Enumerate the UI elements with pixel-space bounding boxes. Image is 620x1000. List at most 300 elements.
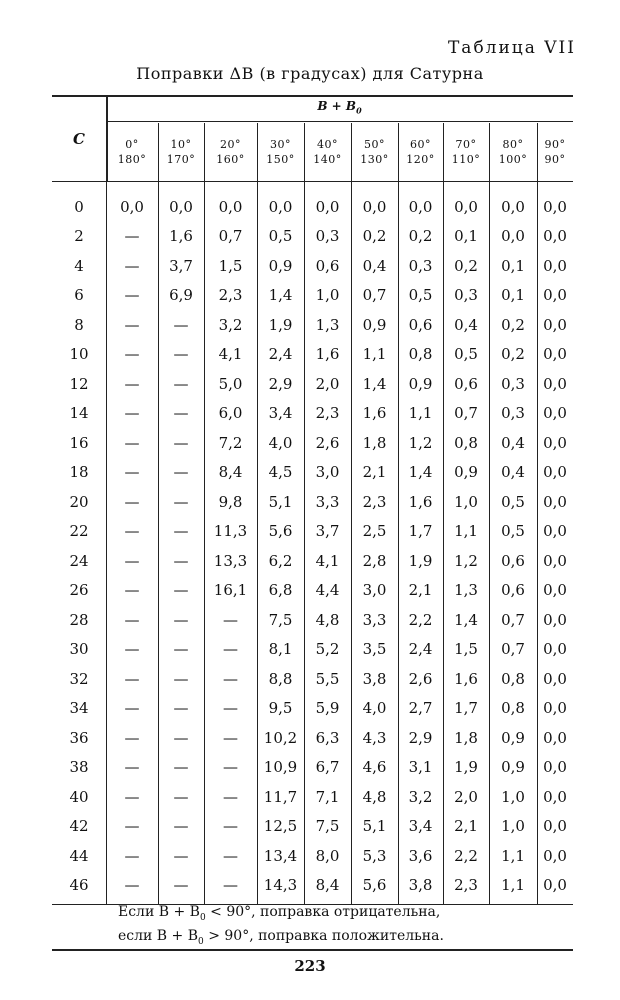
- column-header-top: 20°: [220, 138, 241, 151]
- table-cell: 0,3: [501, 404, 525, 423]
- table-cell: —: [173, 876, 189, 895]
- column-header-top: 90°: [544, 138, 566, 151]
- table-cell: 7,1: [315, 787, 340, 806]
- table-cell: 4,6: [362, 758, 387, 777]
- table-cell: 0,1: [501, 286, 525, 305]
- table-cell: 2,3: [315, 404, 340, 423]
- table-cell: 4,4: [315, 581, 340, 600]
- table-cell: —: [223, 758, 238, 777]
- table-cell: 5,9: [315, 699, 340, 718]
- c-value: 14: [69, 404, 89, 423]
- column-header-bottom: 130°: [360, 153, 389, 166]
- table-cell: —: [223, 787, 238, 806]
- column-header: [257, 123, 304, 181]
- column-header-top: 30°: [270, 138, 291, 151]
- table-cell: 0,0: [543, 699, 567, 718]
- c-value: 22: [69, 522, 89, 541]
- table-cell: 1,1: [501, 846, 525, 865]
- table-cell: —: [124, 227, 140, 246]
- table-cell: 4,5: [268, 463, 293, 482]
- table-cell: 0,9: [408, 374, 433, 393]
- table-cell: —: [173, 463, 189, 482]
- saturn-corrections-table: [52, 95, 573, 951]
- table-cell: 0,2: [501, 315, 525, 334]
- table-cell: 3,8: [362, 669, 387, 688]
- table-cell: 4,3: [362, 728, 387, 747]
- table-cell: 0,3: [315, 227, 340, 246]
- table-cell: 0,1: [454, 227, 478, 246]
- column-header: [351, 123, 398, 181]
- table-cell: —: [223, 817, 238, 836]
- c-value: 44: [69, 846, 89, 865]
- table-cell: 11,7: [263, 787, 298, 806]
- table-cell: 3,0: [315, 463, 340, 482]
- table-cell: 0,0: [543, 404, 567, 423]
- table-cell: —: [173, 787, 189, 806]
- table-cell: 1,3: [315, 315, 340, 334]
- table-cell: 0,9: [501, 728, 525, 747]
- table-cell: 0,0: [543, 728, 567, 747]
- c-value: 26: [69, 581, 89, 600]
- table-cell: 4,1: [315, 551, 340, 570]
- b0-subscript: 0: [356, 105, 362, 116]
- table-cell: 4,1: [218, 345, 243, 364]
- table-cell: 1,6: [362, 404, 387, 423]
- table-cell: —: [223, 728, 238, 747]
- table-cell: 1,9: [408, 551, 433, 570]
- table-cell: —: [124, 758, 140, 777]
- c-value: 18: [69, 463, 89, 482]
- table-cell: 0,7: [218, 227, 243, 246]
- c-value: 40: [69, 787, 89, 806]
- column-header: [158, 123, 204, 181]
- column-header: [489, 123, 537, 181]
- table-cell: 3,4: [408, 817, 433, 836]
- table-cell: 2,2: [408, 610, 433, 629]
- c-value: 6: [74, 286, 84, 305]
- table-cell: 11,3: [213, 522, 248, 541]
- table-cell: —: [173, 669, 189, 688]
- table-cell: —: [124, 286, 140, 305]
- column-header-top: 10°: [170, 138, 192, 151]
- table-cell: —: [173, 315, 189, 334]
- note-line-1-prefix: Если B + B: [118, 904, 200, 920]
- table-cell: 3,1: [408, 758, 433, 777]
- table-cell: 0,0: [454, 197, 478, 216]
- table-cell: 0,9: [268, 256, 293, 275]
- table-cell: —: [223, 699, 238, 718]
- table-cell: 0,1: [501, 256, 525, 275]
- table-cell: 0,0: [268, 197, 293, 216]
- table-cell: 0,3: [408, 256, 433, 275]
- header-bottom-rule: [52, 181, 573, 182]
- table-cell: 3,7: [169, 256, 193, 275]
- table-cell: 1,9: [268, 315, 293, 334]
- table-cell: 5,1: [268, 492, 293, 511]
- table-cell: —: [124, 404, 140, 423]
- column-header-top: 80°: [502, 138, 524, 151]
- table-cell: 0,3: [454, 286, 478, 305]
- table-cell: —: [173, 374, 189, 393]
- table-cell: 0,5: [501, 492, 525, 511]
- table-cell: 0,0: [543, 581, 567, 600]
- column-header-bottom: 100°: [498, 153, 528, 166]
- table-cell: 0,0: [543, 846, 567, 865]
- c-value: 36: [69, 728, 89, 747]
- table-cell: 0,6: [501, 551, 525, 570]
- c-value: 24: [69, 551, 89, 570]
- table-cell: 9,5: [268, 699, 293, 718]
- c-value: 2: [74, 227, 84, 246]
- column-header-bottom: 160°: [216, 153, 245, 166]
- table-cell: 0,9: [501, 758, 525, 777]
- table-cell: 5,0: [218, 374, 243, 393]
- table-cell: —: [124, 817, 140, 836]
- table-cell: 2,1: [408, 581, 433, 600]
- column-header: [443, 123, 489, 181]
- table-cell: —: [223, 669, 238, 688]
- table-cell: —: [223, 846, 238, 865]
- table-cell: 0,0: [543, 315, 567, 334]
- table-cell: 1,7: [408, 522, 433, 541]
- table-cell: 3,5: [362, 640, 387, 659]
- table-cell: 1,5: [454, 640, 478, 659]
- table-cell: 0,7: [501, 640, 525, 659]
- table-cell: —: [124, 374, 140, 393]
- column-header: [304, 123, 351, 181]
- c-value: 16: [69, 433, 89, 452]
- table-caption: Поправки ΔB (в градусах) для Сатурна: [136, 64, 484, 83]
- table-cell: 0,0: [543, 256, 567, 275]
- table-cell: —: [124, 787, 140, 806]
- table-cell: —: [124, 463, 140, 482]
- table-cell: 2,1: [362, 463, 387, 482]
- table-cell: —: [173, 699, 189, 718]
- table-cell: 13,4: [263, 846, 298, 865]
- table-cell: 1,1: [501, 876, 525, 895]
- table-cell: 6,9: [169, 286, 193, 305]
- table-cell: 1,0: [501, 787, 525, 806]
- table-cell: 0,4: [362, 256, 387, 275]
- table-cell: 1,0: [501, 817, 525, 836]
- table-cell: 1,6: [408, 492, 433, 511]
- table-cell: 9,8: [218, 492, 243, 511]
- table-cell: 0,0: [169, 197, 193, 216]
- table-cell: —: [124, 846, 140, 865]
- note-line-2: [118, 927, 444, 951]
- table-cell: 0,4: [501, 463, 525, 482]
- c-value: 20: [69, 492, 89, 511]
- table-cell: —: [124, 345, 140, 364]
- table-cell: 0,0: [543, 197, 567, 216]
- table-cell: 0,2: [362, 227, 387, 246]
- table-cell: 0,0: [543, 227, 567, 246]
- b-plus-b0-header: [106, 99, 573, 122]
- table-cell: 5,1: [362, 817, 387, 836]
- c-value: 8: [74, 315, 84, 334]
- table-cell: 2,6: [408, 669, 433, 688]
- table-cell: 6,7: [315, 758, 340, 777]
- column-header: [398, 123, 443, 181]
- table-cell: 1,7: [454, 699, 478, 718]
- table-cell: 0,5: [501, 522, 525, 541]
- table-cell: 4,0: [268, 433, 293, 452]
- table-cell: 10,2: [263, 728, 298, 747]
- table-cell: 0,6: [454, 374, 478, 393]
- table-cell: 0,7: [454, 404, 478, 423]
- table-cell: 0,9: [362, 315, 387, 334]
- column-header-bottom: 180°: [117, 153, 147, 166]
- table-cell: 1,4: [362, 374, 387, 393]
- table-cell: —: [124, 640, 140, 659]
- table-cell: 1,1: [362, 345, 387, 364]
- table-cell: —: [173, 345, 189, 364]
- table-cell: 6,3: [315, 728, 340, 747]
- table-cell: —: [124, 315, 140, 334]
- table-cell: —: [124, 699, 140, 718]
- table-cell: 1,0: [454, 492, 478, 511]
- table-cell: 2,3: [218, 286, 243, 305]
- table-cell: 0,0: [543, 492, 567, 511]
- table-cell: 3,2: [218, 315, 243, 334]
- table-cell: —: [173, 492, 189, 511]
- table-cell: 2,4: [408, 640, 433, 659]
- table-note: [118, 903, 444, 951]
- table-cell: —: [173, 846, 189, 865]
- table-cell: —: [173, 551, 189, 570]
- table-cell: 14,3: [263, 876, 298, 895]
- table-cell: 1,8: [362, 433, 387, 452]
- table-cell: —: [124, 433, 140, 452]
- c-value: 32: [69, 669, 89, 688]
- table-label: Таблица VII: [447, 38, 576, 58]
- table-cell: 0,0: [543, 551, 567, 570]
- column-header-top: 60°: [410, 138, 431, 151]
- note-line-1-sub: 0: [199, 912, 206, 923]
- table-cell: 3,0: [362, 581, 387, 600]
- table-cell: 0,0: [120, 197, 144, 216]
- note-line-1-suffix: < 90°, поправка отрицательна,: [205, 904, 441, 920]
- table-cell: 2,3: [454, 876, 478, 895]
- table-cell: 1,4: [268, 286, 293, 305]
- table-cell: —: [124, 492, 140, 511]
- table-cell: 0,0: [543, 433, 567, 452]
- table-cell: 0,2: [454, 256, 478, 275]
- table-cell: 5,6: [362, 876, 387, 895]
- table-cell: 0,8: [408, 345, 433, 364]
- table-cell: 1,3: [454, 581, 478, 600]
- table-cell: 13,3: [213, 551, 248, 570]
- table-cell: 0,0: [543, 374, 567, 393]
- table-cell: 7,5: [315, 817, 340, 836]
- column-header-top: 40°: [317, 138, 338, 151]
- table-cell: 0,5: [408, 286, 433, 305]
- table-cell: 0,6: [315, 256, 340, 275]
- table-cell: 2,9: [408, 728, 433, 747]
- table-cell: 0,0: [543, 345, 567, 364]
- table-cell: 2,8: [362, 551, 387, 570]
- table-cell: 0,0: [501, 197, 525, 216]
- table-cell: 0,8: [454, 433, 478, 452]
- table-cell: 0,0: [315, 197, 340, 216]
- table-cell: 2,6: [315, 433, 340, 452]
- table-cell: 16,1: [213, 581, 248, 600]
- column-header-bottom: 150°: [266, 153, 295, 166]
- column-header-top: 0°: [125, 138, 139, 151]
- table-cell: 4,8: [315, 610, 340, 629]
- column-header-bottom: 110°: [451, 153, 481, 166]
- table-cell: 3,6: [408, 846, 433, 865]
- table-cell: —: [124, 551, 140, 570]
- column-header: [537, 123, 573, 181]
- table-cell: 0,5: [268, 227, 293, 246]
- column-header-bottom: 140°: [313, 153, 342, 166]
- table-cell: 2,4: [268, 345, 293, 364]
- table-cell: 7,5: [268, 610, 293, 629]
- body-bottom-rule: [52, 904, 573, 905]
- table-cell: —: [124, 669, 140, 688]
- table-cell: 3,4: [268, 404, 293, 423]
- table-cell: 0,0: [543, 610, 567, 629]
- c-value: 12: [69, 374, 89, 393]
- table-cell: 6,8: [268, 581, 293, 600]
- table-cell: 1,2: [408, 433, 433, 452]
- c-value: 0: [74, 197, 84, 216]
- table-cell: 3,2: [408, 787, 433, 806]
- table-cell: 0,4: [501, 433, 525, 452]
- table-cell: 5,5: [315, 669, 340, 688]
- table-cell: 8,0: [315, 846, 340, 865]
- table-cell: —: [173, 522, 189, 541]
- table-cell: 0,0: [543, 463, 567, 482]
- table-cell: —: [223, 640, 238, 659]
- table-cell: 5,3: [362, 846, 387, 865]
- table-cell: 1,1: [454, 522, 478, 541]
- table-cell: 5,6: [268, 522, 293, 541]
- table-cell: 3,3: [362, 610, 387, 629]
- table-cell: 0,0: [543, 286, 567, 305]
- table-cell: 0,5: [454, 345, 478, 364]
- table-cell: 1,6: [454, 669, 478, 688]
- table-cell: 0,0: [543, 876, 567, 895]
- table-cell: —: [124, 256, 140, 275]
- table-cell: —: [124, 581, 140, 600]
- table-cell: 0,2: [408, 227, 433, 246]
- table-cell: 0,8: [501, 669, 525, 688]
- table-cell: 1,5: [218, 256, 243, 275]
- table-cell: 2,1: [454, 817, 478, 836]
- table-cell: 1,8: [454, 728, 478, 747]
- table-cell: 2,3: [362, 492, 387, 511]
- note-line-1: [118, 903, 444, 927]
- table-cell: 1,4: [454, 610, 478, 629]
- table-cell: 8,8: [268, 669, 293, 688]
- table-cell: 2,5: [362, 522, 387, 541]
- note-line-2-prefix: если B + B: [118, 927, 199, 944]
- table-cell: 2,0: [454, 787, 478, 806]
- column-header-top: 70°: [455, 138, 477, 151]
- c-value: 4: [74, 256, 84, 275]
- table-cell: 0,0: [543, 640, 567, 659]
- table-cell: 2,0: [315, 374, 340, 393]
- table-cell: 2,7: [408, 699, 433, 718]
- c-column-header: C: [73, 130, 85, 148]
- table-cell: 2,9: [268, 374, 293, 393]
- table-cell: 3,7: [315, 522, 340, 541]
- table-cell: 0,0: [543, 669, 567, 688]
- b-plus-b0-label: B + B: [317, 99, 357, 113]
- table-cell: 6,2: [268, 551, 293, 570]
- table-cell: 0,0: [218, 197, 243, 216]
- table-cell: —: [124, 522, 140, 541]
- table-cell: 0,7: [362, 286, 387, 305]
- table-cell: 0,0: [543, 787, 567, 806]
- page-number: 223: [294, 957, 326, 975]
- table-cell: 8,4: [315, 876, 340, 895]
- table-cell: 7,2: [218, 433, 243, 452]
- table-cell: 0,0: [543, 522, 567, 541]
- table-cell: —: [223, 610, 238, 629]
- table-cell: —: [173, 433, 189, 452]
- table-cell: 0,3: [501, 374, 525, 393]
- table-cell: 1,2: [454, 551, 478, 570]
- column-header-bottom: 170°: [166, 153, 196, 166]
- column-header: [204, 123, 257, 181]
- c-value: 34: [69, 699, 89, 718]
- table-cell: 4,0: [362, 699, 387, 718]
- table-cell: 0,6: [501, 581, 525, 600]
- table-cell: —: [173, 404, 189, 423]
- table-cell: 1,1: [408, 404, 433, 423]
- table-cell: 0,0: [501, 227, 525, 246]
- c-value: 10: [69, 345, 89, 364]
- table-cell: 0,0: [543, 758, 567, 777]
- table-cell: 1,0: [315, 286, 340, 305]
- c-value: 42: [69, 817, 89, 836]
- c-value: 46: [69, 876, 89, 895]
- column-header-top: 50°: [364, 138, 385, 151]
- table-cell: 1,9: [454, 758, 478, 777]
- table-cell: —: [173, 728, 189, 747]
- table-cell: 1,4: [408, 463, 433, 482]
- table-cell: 0,4: [454, 315, 478, 334]
- table-cell: 4,8: [362, 787, 387, 806]
- c-value: 38: [69, 758, 89, 777]
- table-cell: 5,2: [315, 640, 340, 659]
- table-cell: 0,0: [543, 817, 567, 836]
- table-cell: 8,4: [218, 463, 243, 482]
- table-cell: —: [173, 817, 189, 836]
- table-cell: 0,9: [454, 463, 478, 482]
- table-cell: 0,6: [408, 315, 433, 334]
- table-cell: —: [124, 610, 140, 629]
- table-cell: 10,9: [263, 758, 298, 777]
- table-cell: —: [173, 758, 189, 777]
- column-header-bottom: 120°: [406, 153, 435, 166]
- table-cell: 0,2: [501, 345, 525, 364]
- table-cell: —: [223, 876, 238, 895]
- table-cell: 2,2: [454, 846, 478, 865]
- note-line-2-suffix: > 90°, поправка положительна.: [203, 927, 444, 944]
- table-cell: —: [173, 581, 189, 600]
- table-cell: 0,7: [501, 610, 525, 629]
- c-value: 28: [69, 610, 89, 629]
- table-cell: —: [124, 728, 140, 747]
- table-cell: 0,0: [408, 197, 433, 216]
- table-cell: 8,1: [268, 640, 293, 659]
- table-cell: —: [173, 640, 189, 659]
- note-line-2-sub: 0: [198, 936, 204, 947]
